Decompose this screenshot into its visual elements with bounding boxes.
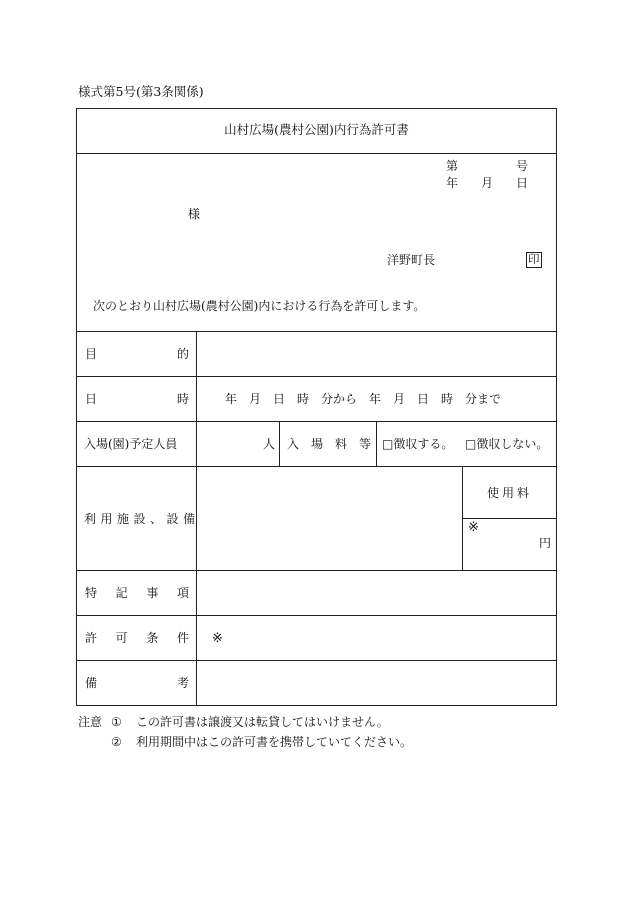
divider-purpose xyxy=(76,376,557,377)
usage-fee-header: 使用料 xyxy=(487,486,533,500)
datetime-label-b: 時 xyxy=(176,392,189,406)
conditions-mark: ※ xyxy=(212,631,223,646)
special-label-wrap xyxy=(85,587,189,599)
conditions-label-d: 件 xyxy=(176,631,189,645)
divider-title xyxy=(76,153,557,154)
remarks-label xyxy=(85,677,189,689)
datetime-label-wrap xyxy=(85,393,189,405)
form-number: 様式第5号(第3条関係) xyxy=(78,84,204,99)
document-title: 山村広場(農村公園)内行為許可書 xyxy=(224,122,409,137)
note-1-number: ① xyxy=(111,715,122,729)
divider-conditions xyxy=(76,660,557,661)
datetime-label-a: 日 xyxy=(85,392,98,406)
note-1-text: この許可書は譲渡又は転貸してはいけません。 xyxy=(136,715,389,729)
special-label-d: 項 xyxy=(176,586,189,600)
remarks-label-b: 考 xyxy=(176,676,189,690)
option-collect-fee: □徴収する。 xyxy=(382,437,454,451)
divider-fee-box xyxy=(462,518,557,519)
number-dai: 第 xyxy=(446,159,459,173)
purpose-label-a: 目 xyxy=(85,347,98,361)
attendance-unit-divider xyxy=(279,421,280,466)
purpose-label-b: 的 xyxy=(176,347,189,361)
purpose-label-wrap xyxy=(85,348,189,360)
permit-form-frame xyxy=(76,108,557,706)
conditions-label-b: 可 xyxy=(115,631,128,645)
attendance-unit: 人 xyxy=(263,437,276,451)
facility-label: 利用施設、設備 xyxy=(84,512,200,526)
divider-special xyxy=(76,615,557,616)
remarks-label-wrap xyxy=(85,677,189,689)
admission-fee-label: 入 場 料 等 xyxy=(287,437,372,451)
divider-facility xyxy=(76,570,557,571)
purpose-label xyxy=(85,348,189,360)
usage-fee-mark: ※ xyxy=(468,520,479,535)
conditions-label-c: 条 xyxy=(146,631,159,645)
fee-label-divider xyxy=(376,421,377,466)
note-2-number: ② xyxy=(111,735,122,749)
addressee-honorific: 様 xyxy=(188,207,201,221)
special-label-c: 事 xyxy=(146,586,159,600)
date-day: 日 xyxy=(516,176,529,190)
seal-mark: 印 xyxy=(528,252,540,266)
divider-attendance xyxy=(76,466,557,467)
issuer-name: 洋野町長 xyxy=(387,253,436,267)
fee-box-divider xyxy=(462,466,463,570)
datetime-label xyxy=(85,393,189,405)
conditions-label xyxy=(85,632,189,644)
date-month: 月 xyxy=(481,176,494,190)
conditions-label-wrap xyxy=(85,632,189,644)
note-2-text: 利用期間中はこの許可書を携帯していてください。 xyxy=(136,735,413,749)
usage-fee-unit: 円 xyxy=(539,536,552,550)
option-no-fee: □徴収しない。 xyxy=(465,437,549,451)
special-label xyxy=(85,587,189,599)
remarks-label-a: 備 xyxy=(85,676,98,690)
date-year: 年 xyxy=(446,176,459,190)
notes-heading: 注意 xyxy=(78,715,103,729)
special-label-a: 特 xyxy=(85,586,98,600)
conditions-label-a: 許 xyxy=(85,631,98,645)
divider-header xyxy=(76,331,557,332)
number-go: 号 xyxy=(516,159,529,173)
special-label-b: 記 xyxy=(115,586,128,600)
datetime-value: 年 月 日 時 分から 年 月 日 時 分まで xyxy=(225,392,502,406)
permit-statement: 次のとおり山村広場(農村公園)内における行為を許可します。 xyxy=(93,299,426,313)
attendance-label: 入場(園)予定人員 xyxy=(84,437,178,451)
divider-datetime xyxy=(76,421,557,422)
